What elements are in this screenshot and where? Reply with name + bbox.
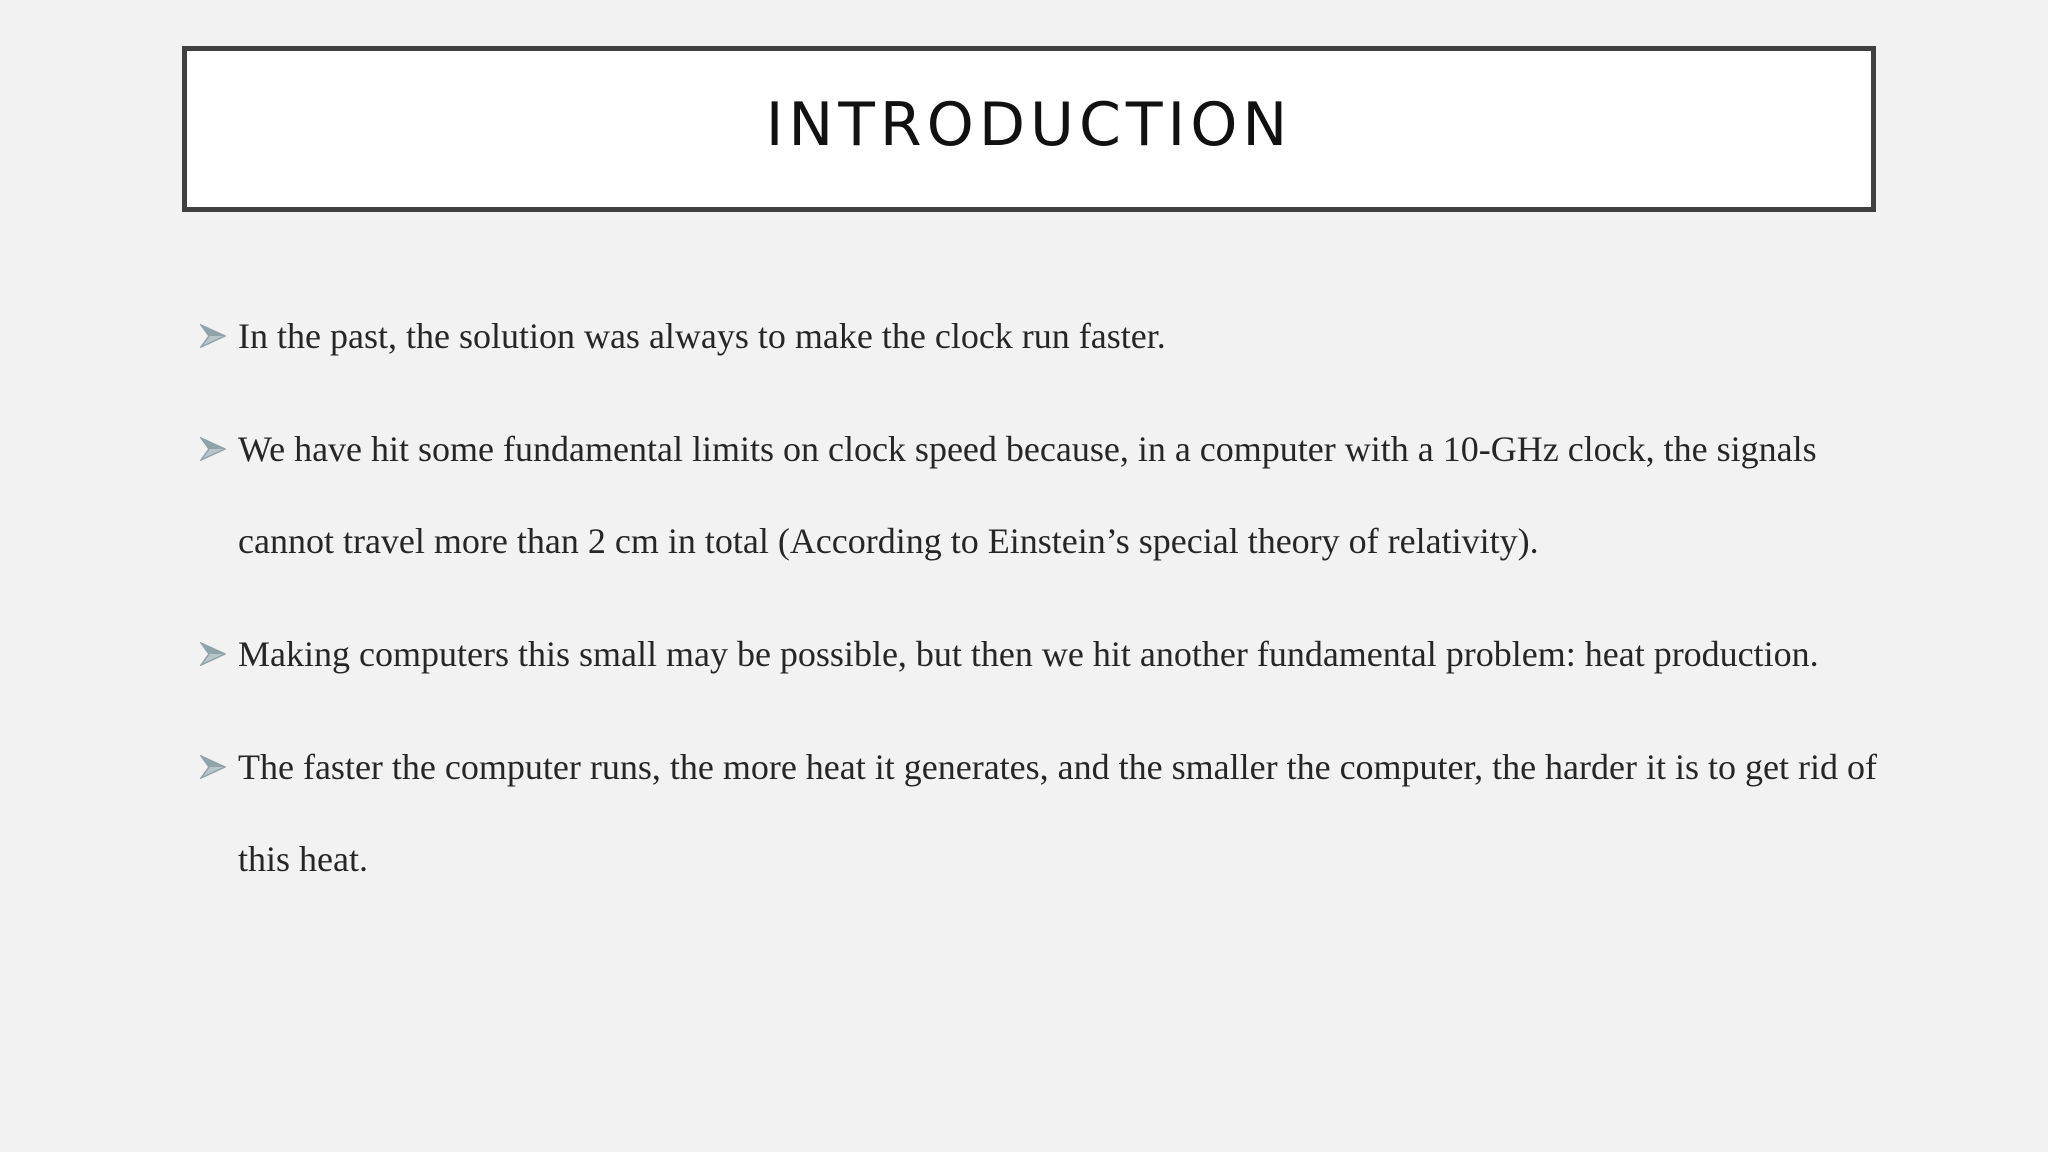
arrowhead-bullet-icon [200,403,228,495]
arrowhead-bullet-icon [200,290,228,382]
bullet-list [200,290,1880,926]
bullet-text: Making computers this small may be possible, but then we hit another fundamental problem: heat production. [238,634,1819,674]
bullet-item [200,608,1880,700]
bullet-text: In the past, the solution was always to make the clock run faster. [238,316,1166,356]
arrowhead-bullet-icon [200,721,228,813]
bullet-text: The faster the computer runs, the more heat it generates, and the smaller the computer, the harder it is to get rid of this heat. [238,747,1877,879]
title-box [182,46,1876,212]
bullet-item [200,290,1880,382]
arrowhead-bullet-icon [200,608,228,700]
bullet-item [200,403,1880,587]
slide-title: INTRODUCTION [765,90,1293,160]
bullet-item [200,721,1880,905]
bullet-text: We have hit some fundamental limits on clock speed because, in a computer with a 10-GHz clock, the signals cannot travel more than 2 cm in total (According to Einstein’s special theory of relativity). [238,429,1817,561]
